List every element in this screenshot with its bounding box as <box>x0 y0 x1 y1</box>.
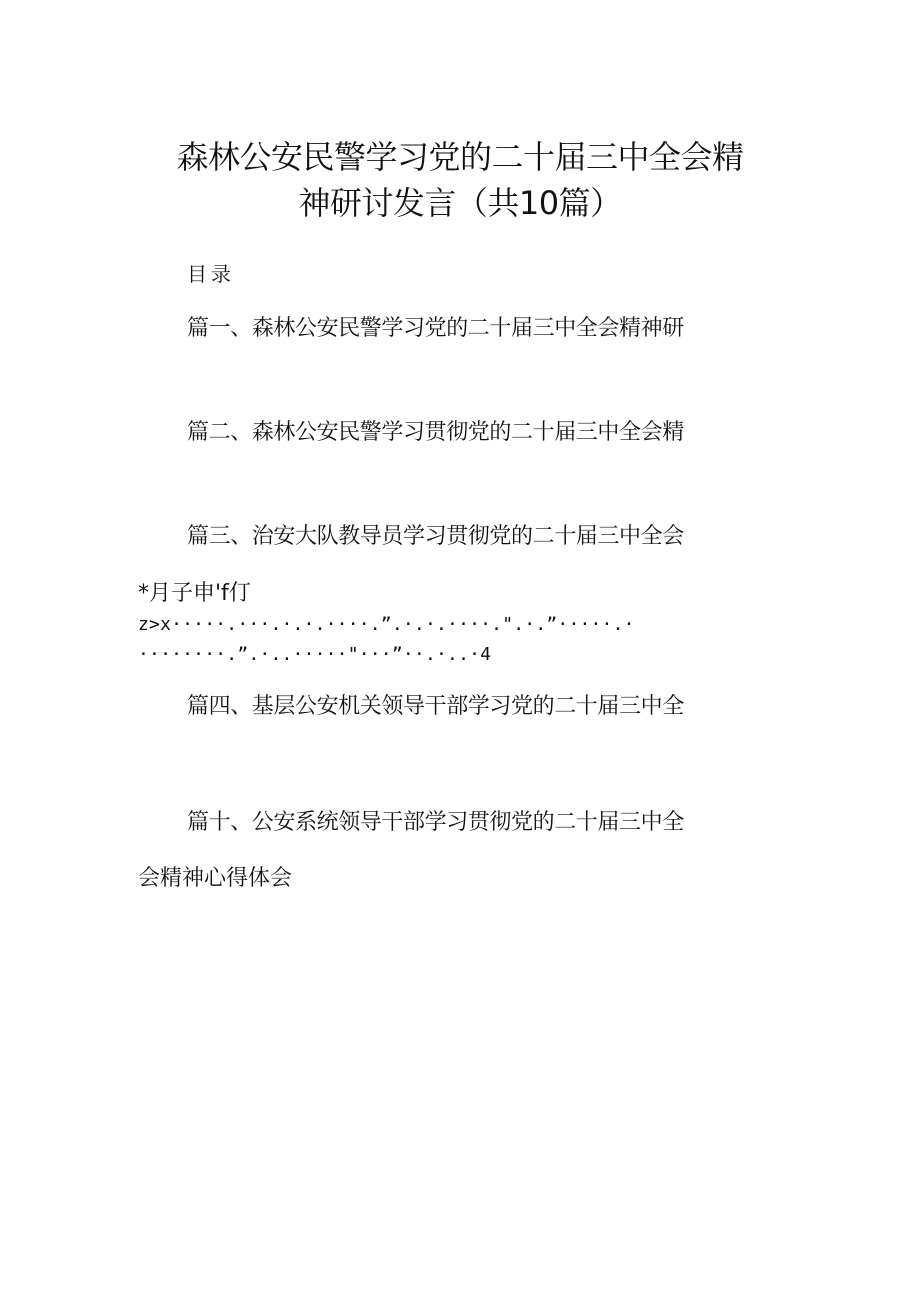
toc-item-5-continuation: 会精神心得体会 <box>138 866 293 891</box>
toc-leader-dots-line-1: z>x·····.···.·.·.····.”.·.·.····.".·.”·····.· <box>138 614 635 635</box>
toc-item-3[interactable]: 篇三、治安大队教导员学习贯彻党的二十届三中全会 <box>187 524 684 549</box>
toc-item-1[interactable]: 篇一、森林公安民警学习党的二十届三中全会精神研 <box>187 316 684 341</box>
toc-leader-dots-line-2: ········.”.·..·····"···”··.·..·4 <box>138 644 492 665</box>
toc-heading: 目录 <box>187 262 235 286</box>
toc-item-4[interactable]: 篇四、基层公安机关领导干部学习党的二十届三中全 <box>187 694 684 719</box>
document-title-line-1: 森林公安民警学习党的二十届三中全会精 <box>176 138 744 176</box>
toc-item-5[interactable]: 篇十、公安系统领导干部学习贯彻党的二十届三中全 <box>187 810 684 835</box>
toc-item-3-continuation: *月子申'f仃 <box>138 581 251 606</box>
document-title-line-2: 神研讨发言（共10篇） <box>298 184 622 222</box>
toc-item-2[interactable]: 篇二、森林公安民警学习贯彻党的二十届三中全会精 <box>187 420 684 445</box>
